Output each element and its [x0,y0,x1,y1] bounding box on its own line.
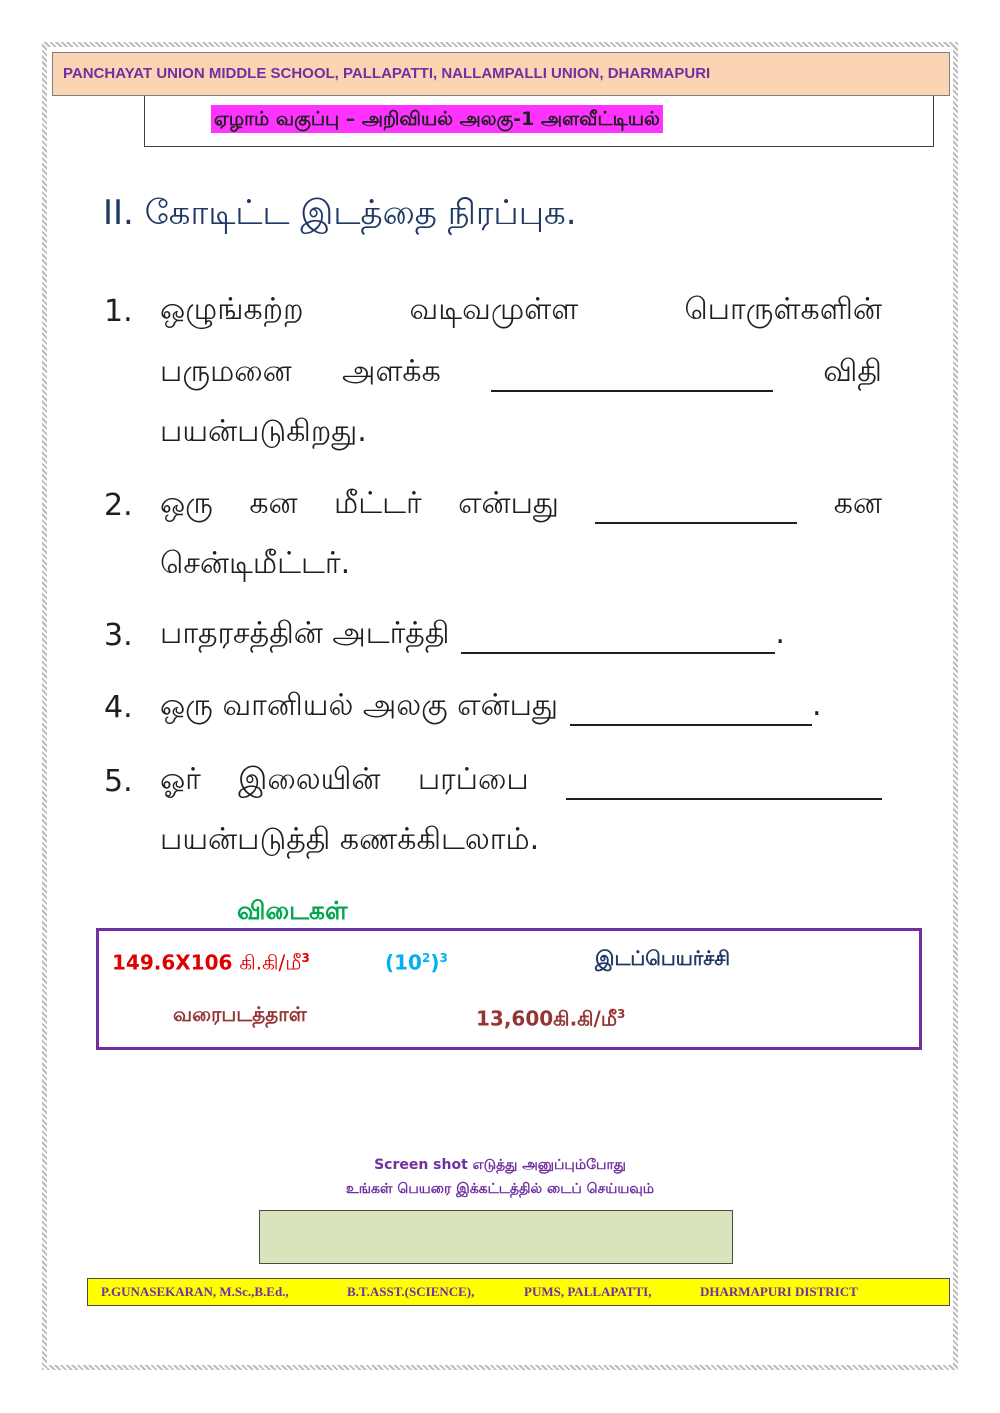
question-4-number: 4. [104,690,133,725]
question-word: கன [833,486,882,521]
question-word: ஒழுங்கற்ற [160,292,304,327]
question-word: பொருள்களின் [684,292,882,327]
answer-2[interactable]: $(10^2)^3$ [385,950,448,975]
question-word: மீட்டர் [334,486,422,521]
question-1-number: 1. [104,294,133,329]
answer-3[interactable]: இடப்பெயர்ச்சி [595,946,731,970]
question-2-blank [595,492,797,524]
question-5-number: 5. [104,764,133,799]
question-word: வடிவமுள்ள [409,292,579,327]
note-line-1: Screen shot எடுத்து அனுப்பும்போது [374,1157,626,1173]
question-word: சென்டிமீட்டர். [160,546,351,581]
school-header: PANCHAYAT UNION MIDDLE SCHOOL, PALLAPATTI, NALLAMPALLI UNION, DHARMAPURI [52,52,950,96]
answers-title: விடைகள் [237,896,348,925]
question-word: அளக்க [341,354,441,389]
question-word: பருமனை [160,354,292,389]
question-word: ஓர் [160,762,201,797]
answer-1[interactable]: 149.6X106 கி.கி/மீ$^3$ [112,950,310,975]
subject-box [144,96,934,147]
question-2-line-2 [160,544,882,584]
question-5-line-1 [160,760,882,800]
subject-title: ஏழாம் வகுப்பு – அறிவியல் அலகு-1 அளவீட்டியல் [211,105,663,133]
question-word: பாதரசத்தின் அடர்த்தி [160,616,450,651]
answer-5[interactable]: 13,600கி.கி/மீ$^3$ [476,1006,626,1031]
question-word: ஒரு வானியல் அலகு என்பது [160,688,559,723]
question-3-line-1 [160,614,882,654]
question-1-blank [491,360,773,392]
footer-teacher: P.GUNASEKARAN, M.Sc.,B.Ed., [101,1284,289,1299]
question-word: இலையின் [238,762,381,797]
question-1-line-3 [160,412,882,452]
question-1-line-1 [160,290,882,330]
question-word: பரப்பை [417,762,529,797]
question-3-number: 3. [104,618,133,653]
question-3-blank [461,622,775,654]
question-end: . [775,616,785,651]
answer-box [96,928,922,1050]
question-5-blank [566,768,882,800]
note-line-2: உங்கள் பெயரை இக்கட்டத்தில் டைப் செய்யவும் [346,1181,654,1197]
footer-district: DHARMAPURI DISTRICT [700,1284,858,1299]
question-word: பயன்படுகிறது. [160,414,367,449]
footer-post: B.T.ASST.(SCIENCE), [347,1284,475,1299]
question-end: . [812,688,822,723]
question-word: என்பது [458,486,559,521]
name-input[interactable] [259,1210,733,1264]
footer-school: PUMS, PALLAPATTI, [524,1284,652,1299]
question-2-number: 2. [104,488,133,523]
question-word: கன [249,486,298,521]
footer [87,1278,950,1306]
question-word: விதி [823,354,882,389]
section-title: II. கோடிட்ட இடத்தை நிரப்புக. [103,193,577,233]
question-2-line-1 [160,484,882,524]
answer-4[interactable]: வரைபடத்தாள் [173,1002,307,1026]
question-word: பயன்படுத்தி கணக்கிடலாம். [160,822,540,857]
question-4-line-1 [160,686,882,726]
question-1-line-2 [160,352,882,392]
question-word: ஒரு [160,486,213,521]
question-5-line-2 [160,820,882,860]
question-4-blank [570,694,812,726]
